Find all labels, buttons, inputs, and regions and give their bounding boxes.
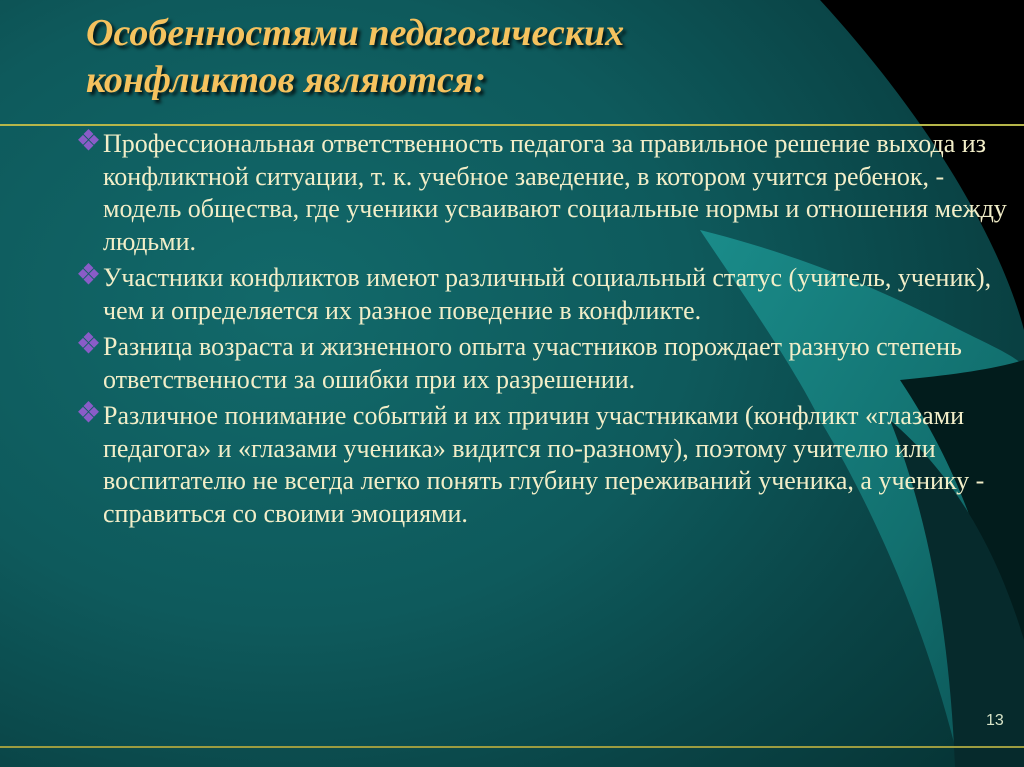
bullet-text: Разница возраста и жизненного опыта участников порождает разную степень ответственности за ошибки при их разрешении. xyxy=(103,332,962,394)
bullet-item xyxy=(78,128,1008,258)
diamond-quad-icon xyxy=(78,332,100,354)
page-number: 13 xyxy=(986,712,1004,729)
diamond-quad-icon xyxy=(78,263,100,285)
bullet-item xyxy=(78,331,1008,396)
bullet-text: Участники конфликтов имеют различный социальный статус (учитель, ученик), чем и определяется их разное поведение в конфликте. xyxy=(103,263,992,325)
diamond-quad-icon xyxy=(78,401,100,423)
slide-title-line-2: конфликтов являются: xyxy=(86,59,487,101)
title-divider xyxy=(0,124,1024,126)
bullet-list xyxy=(78,128,1008,534)
diamond-quad-icon xyxy=(78,129,100,151)
footer-divider xyxy=(0,746,1024,748)
slide-title xyxy=(86,10,986,104)
slide-title-line-1: Особенностями педагогических xyxy=(86,12,625,54)
bullet-item xyxy=(78,400,1008,530)
bullet-text: Профессиональная ответственность педагога за правильное решение выхода из конфликтной ситуации, т. к. учебное заведение, в котором учится ребенок, - модель общества, где ученики усваивают социальные нормы и отношения между людьми. xyxy=(103,129,1007,256)
bullet-text: Различное понимание событий и их причин участниками (конфликт «глазами педагога» и «глазами ученика» видится по-разному), поэтому учителю или воспитателю не всегда легко понять глубину переживаний ученика, а ученику - справиться со своими эмоциями. xyxy=(103,401,985,528)
bullet-item xyxy=(78,262,1008,327)
